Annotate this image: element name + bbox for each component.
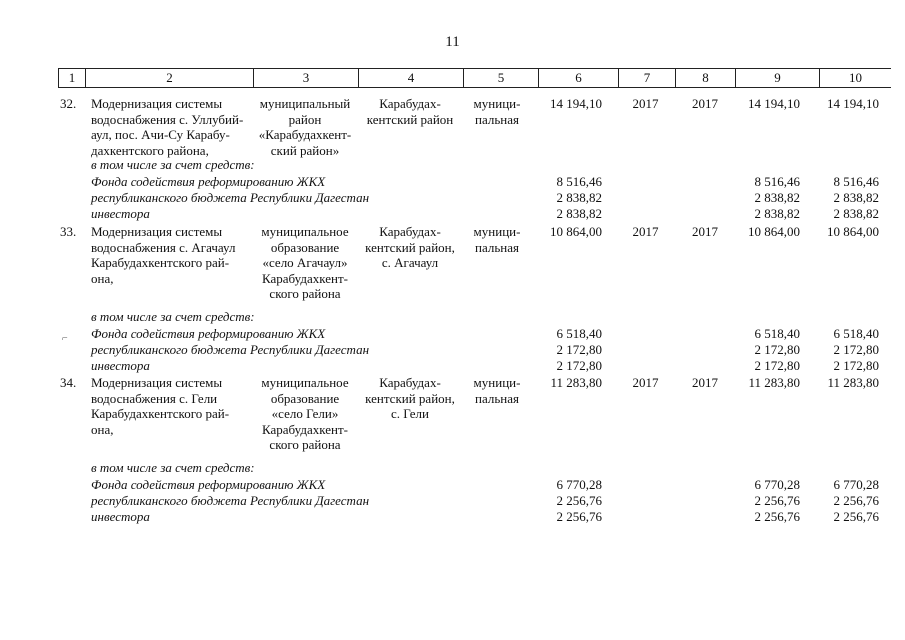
project-name-line: Модернизация системы xyxy=(91,375,223,390)
recipient-line: Карабудахкент- xyxy=(262,270,348,286)
total-funding: 14 194,10 xyxy=(748,96,800,111)
location-line: с. Гели xyxy=(390,406,429,421)
project-name-line: она, xyxy=(91,270,114,286)
sources-label: в том числе за счет средств: xyxy=(91,157,255,172)
estimated-cost: 11 283,80 xyxy=(550,375,602,390)
project-name-line: Модернизация системы xyxy=(91,96,223,111)
row-number: 32. xyxy=(60,96,77,111)
source-cost: 2 838,82 xyxy=(556,190,602,205)
sources-label: в том числе за счет средств: xyxy=(91,460,255,475)
recipient-line: «Карабудахкент- xyxy=(258,127,352,142)
estimated-cost: 10 864,00 xyxy=(550,224,602,239)
source-cost: 2 838,82 xyxy=(556,206,602,221)
source-total: 2 838,82 xyxy=(754,190,800,205)
sources-label: в том числе за счет средств: xyxy=(91,309,255,324)
recipient-line: ского района xyxy=(269,437,341,452)
ownership-line: муници- xyxy=(473,224,521,239)
source-amount: 2 256,76 xyxy=(833,493,879,508)
header-col-1: 1 xyxy=(59,69,86,87)
header-col-4: 4 xyxy=(359,69,464,87)
ownership-line: пальная xyxy=(475,239,519,255)
source-total: 2 256,76 xyxy=(754,493,800,508)
source-label: республиканского бюджета Республики Дагестан xyxy=(91,190,370,205)
source-total: 8 516,46 xyxy=(754,174,800,189)
page-number: 11 xyxy=(445,34,460,50)
location-line: Карабудах- xyxy=(379,375,441,390)
table-header xyxy=(58,68,891,88)
row-number: 34. xyxy=(60,375,77,390)
recipient-line: район xyxy=(288,111,322,127)
project-name-line: Карабудахкентского рай- xyxy=(91,406,230,421)
recipient-line: образование xyxy=(270,239,340,255)
source-amount: 6 770,28 xyxy=(833,477,879,492)
start-year: 2017 xyxy=(632,224,659,239)
source-amount: 6 518,40 xyxy=(833,326,879,341)
source-cost: 2 172,80 xyxy=(556,342,602,357)
project-name-line: она, xyxy=(91,421,114,437)
estimated-cost: 14 194,10 xyxy=(550,96,602,111)
header-col-8: 8 xyxy=(676,69,736,87)
location-line: кентский район, xyxy=(365,239,455,255)
total-funding: 11 283,80 xyxy=(748,375,800,390)
header-col-9: 9 xyxy=(736,69,820,87)
header-col-2: 2 xyxy=(86,69,254,87)
source-cost: 6 518,40 xyxy=(556,326,602,341)
ownership-line: пальная xyxy=(475,111,519,127)
location-line: с. Агачаул xyxy=(381,255,439,270)
location-line: Карабудах- xyxy=(379,224,441,239)
source-amount: 8 516,46 xyxy=(833,174,879,189)
source-amount: 2 172,80 xyxy=(833,358,879,373)
recipient-line: ского района xyxy=(269,286,341,301)
total-funding: 10 864,00 xyxy=(748,224,800,239)
funding-amount: 14 194,10 xyxy=(827,96,879,111)
start-year: 2017 xyxy=(632,375,659,390)
source-cost: 2 256,76 xyxy=(556,509,602,524)
row-number: 33. xyxy=(60,224,77,239)
recipient-line: муниципальное xyxy=(261,224,349,239)
recipient-line: «село Гели» xyxy=(271,406,339,421)
source-label: инвестора xyxy=(91,509,150,524)
source-total: 6 518,40 xyxy=(754,326,800,341)
source-amount: 2 838,82 xyxy=(833,206,879,221)
project-name-line: Модернизация системы xyxy=(91,224,223,239)
source-cost: 8 516,46 xyxy=(556,174,602,189)
source-amount: 2 172,80 xyxy=(833,342,879,357)
recipient-line: Карабудахкент- xyxy=(262,421,348,437)
source-total: 2 172,80 xyxy=(754,342,800,357)
header-col-10: 10 xyxy=(849,70,862,85)
recipient-line: образование xyxy=(270,390,340,406)
source-cost: 6 770,28 xyxy=(556,477,602,492)
source-total: 2 172,80 xyxy=(754,358,800,373)
end-year: 2017 xyxy=(692,96,718,111)
funding-amount: 11 283,80 xyxy=(827,375,879,390)
location-line: кентский район, xyxy=(365,390,455,406)
project-name-line: аул, пос. Ачи-Су Карабу- xyxy=(91,127,230,142)
end-year: 2017 xyxy=(692,375,718,390)
ownership-line: муници- xyxy=(473,96,521,111)
recipient-line: муниципальный xyxy=(259,96,351,111)
funding-amount: 10 864,00 xyxy=(827,224,879,239)
header-col-6: 6 xyxy=(539,69,619,87)
source-amount: 2 838,82 xyxy=(833,190,879,205)
source-label: инвестора xyxy=(91,206,150,221)
recipient-line: муниципальное xyxy=(261,375,349,390)
project-name-line: водоснабжения с. Агачаул xyxy=(91,239,236,255)
header-col-3: 3 xyxy=(254,69,359,87)
ownership-line: муници- xyxy=(473,375,521,390)
location-line: кентский район xyxy=(366,111,454,127)
project-name-line: дахкентского района, xyxy=(91,142,209,158)
header-col-5: 5 xyxy=(464,69,539,87)
source-label: Фонда содействия реформированию ЖКХ xyxy=(91,174,326,189)
source-label: республиканского бюджета Республики Дагестан xyxy=(91,493,370,508)
source-label: республиканского бюджета Республики Дагестан xyxy=(91,342,370,357)
ownership-line: пальная xyxy=(475,390,519,406)
source-label: Фонда содействия реформированию ЖКХ xyxy=(91,477,326,492)
header-col-7: 7 xyxy=(619,69,676,87)
project-name-line: водоснабжения с. Уллубий- xyxy=(91,111,244,127)
source-total: 2 256,76 xyxy=(754,509,800,524)
source-total: 6 770,28 xyxy=(754,477,800,492)
source-cost: 2 256,76 xyxy=(556,493,602,508)
source-label: инвестора xyxy=(91,358,150,373)
recipient-line: ский район» xyxy=(270,142,340,158)
end-year: 2017 xyxy=(692,224,718,239)
start-year: 2017 xyxy=(632,96,659,111)
source-cost: 2 172,80 xyxy=(556,358,602,373)
source-total: 2 838,82 xyxy=(754,206,800,221)
recipient-line: «село Агачаул» xyxy=(262,255,348,270)
source-label: Фонда содействия реформированию ЖКХ xyxy=(91,326,326,341)
source-amount: 2 256,76 xyxy=(833,509,879,524)
project-name-line: Карабудахкентского рай- xyxy=(91,255,230,270)
location-line: Карабудах- xyxy=(379,96,441,111)
scan-mark: ⌐ xyxy=(62,333,68,344)
project-name-line: водоснабжения с. Гели xyxy=(91,390,218,406)
